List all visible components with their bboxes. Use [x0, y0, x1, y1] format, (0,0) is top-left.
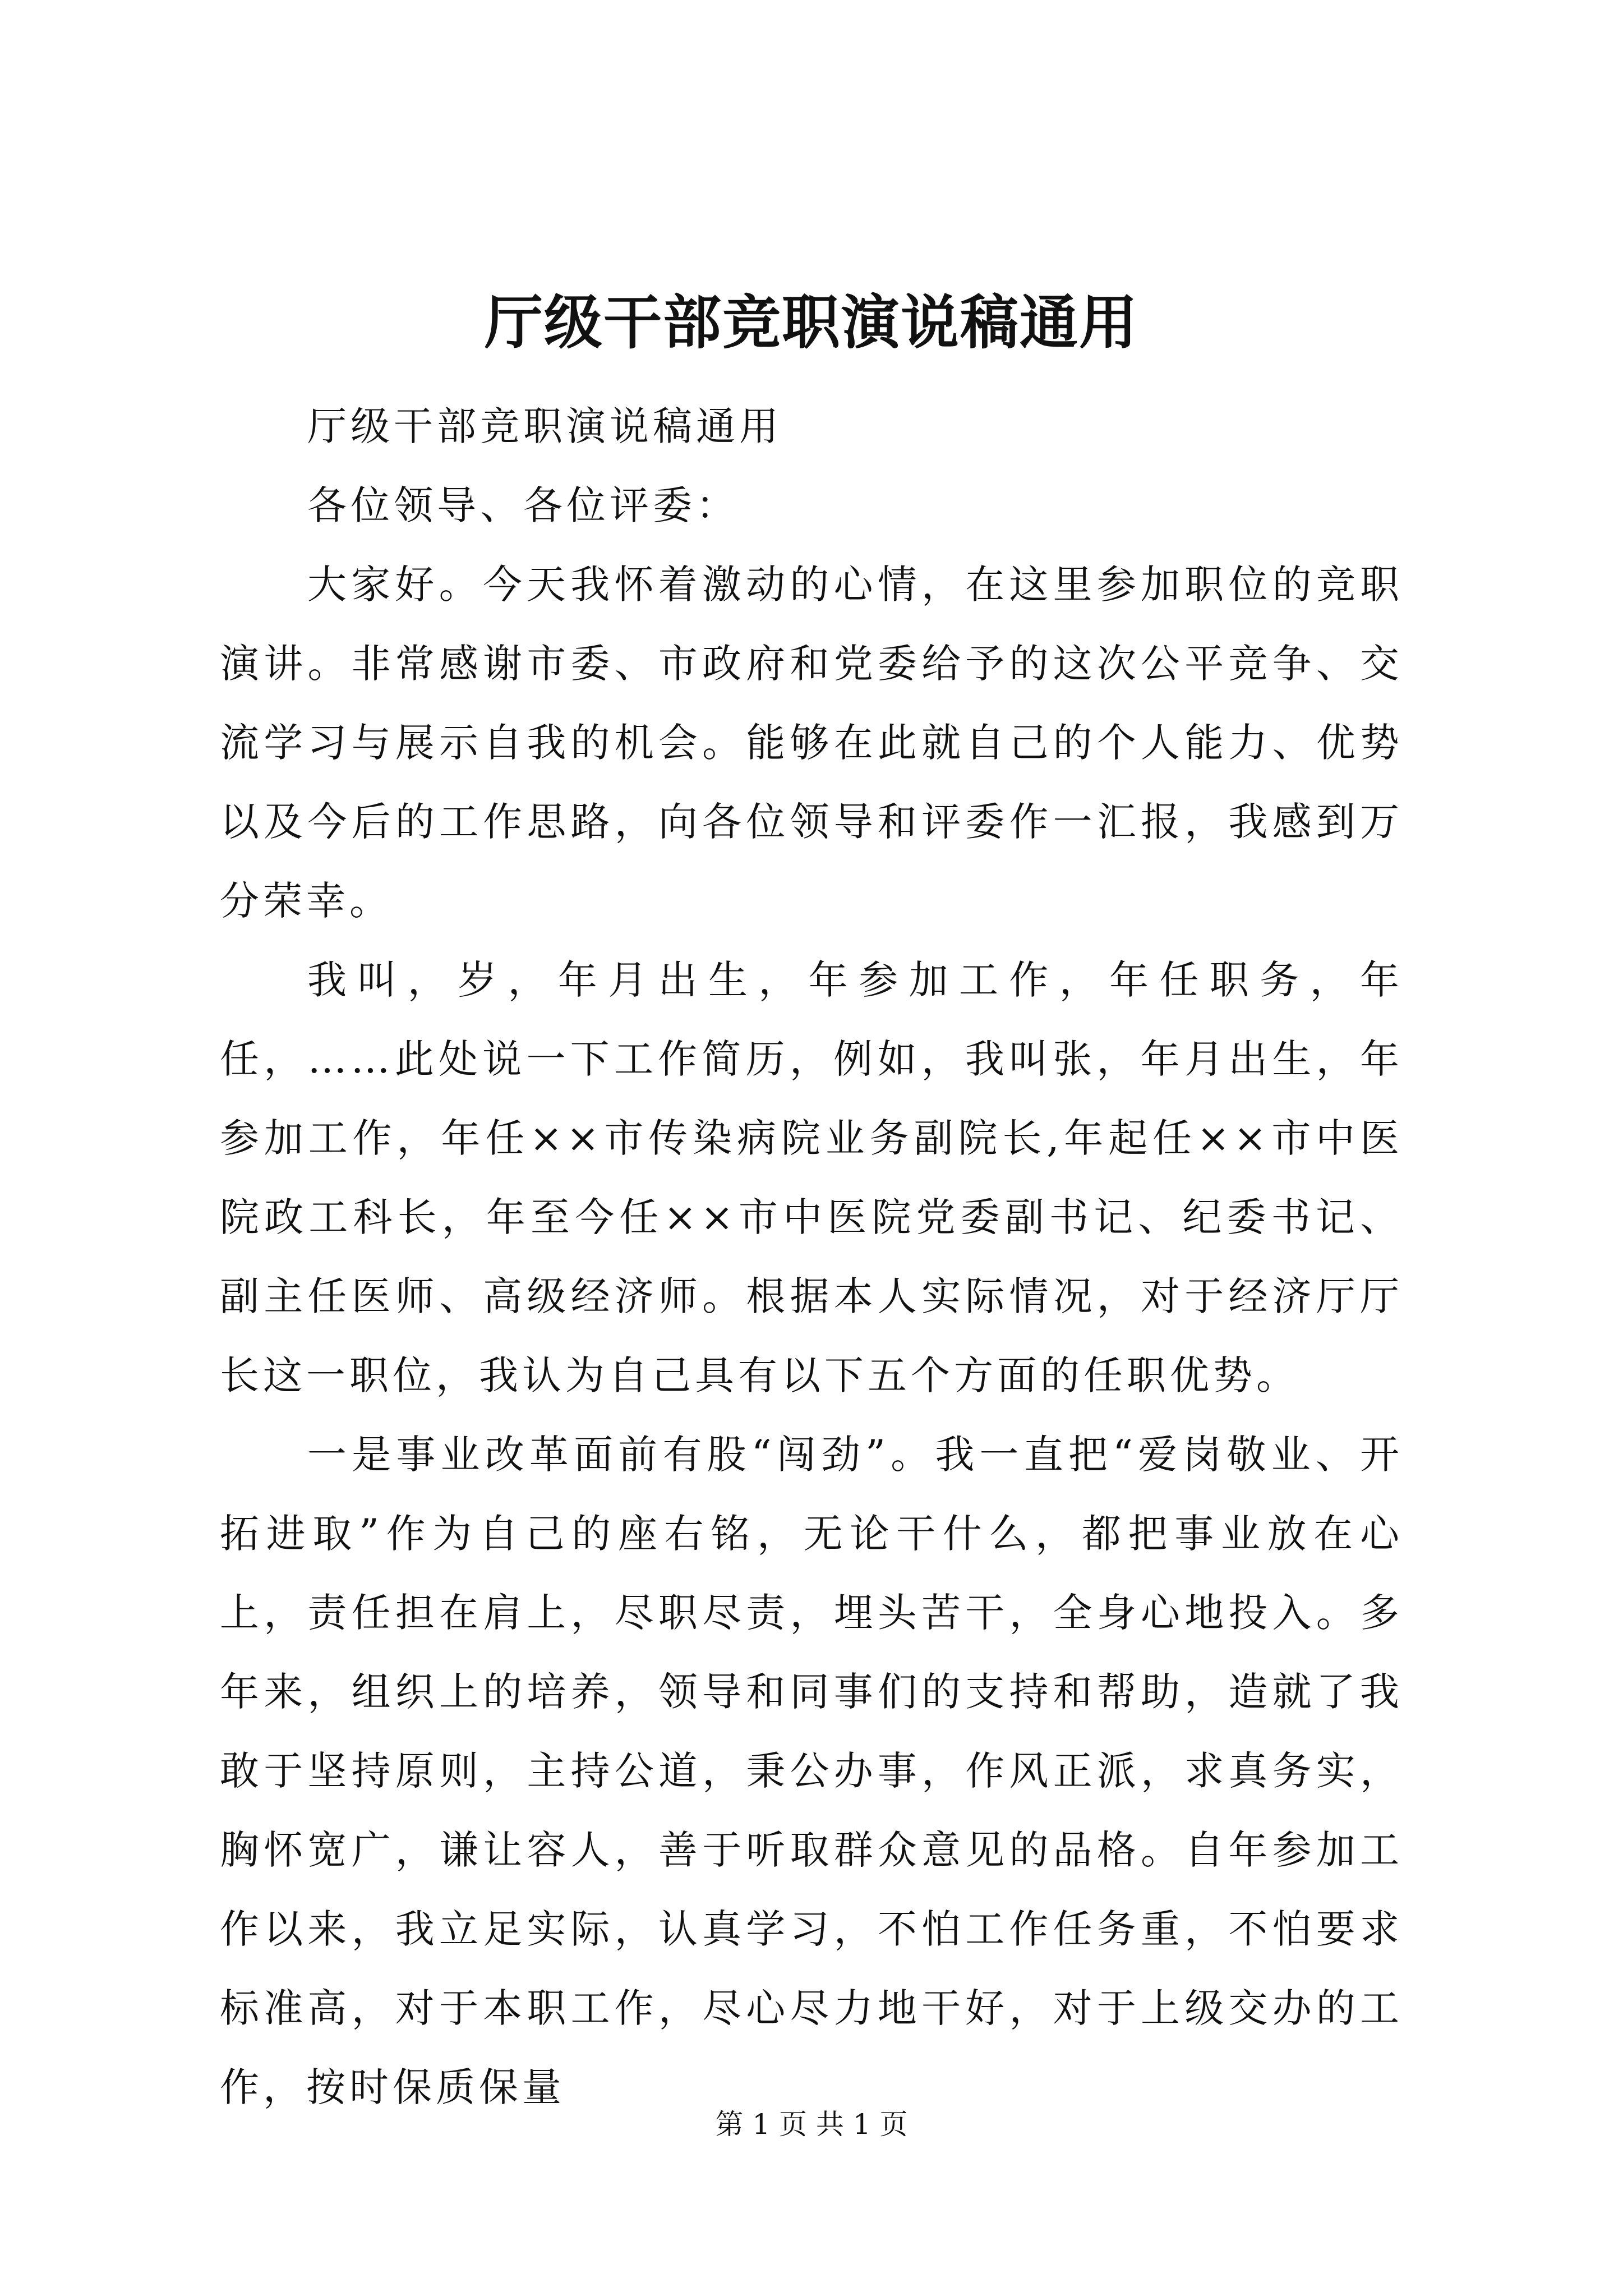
document-body — [220, 387, 1403, 2127]
paragraph-salutation: 各位领导、各位评委： — [307, 482, 739, 528]
page-footer — [0, 2105, 1623, 2144]
page-number-label: 第 1 页 共 1 页 — [715, 2108, 908, 2141]
paragraph-resume: 我叫，岁，年月出生，年参加工作，年任职务，年任，……此处说一下工作简历，例如，我叫张，年月出生，年参加工作，年任××市传染病院业务副院长,年起任××市中医院政工科长，年至今任××市中医院党委副书记、纪委书记、副主任医师、高级经济师。根据本人实际情况，对于经济厅厅长这一职位，我认为自己具有以下五个方面的任职优势。 — [220, 957, 1403, 1398]
paragraph-subtitle: 厅级干部竞职演说稿通用 — [307, 403, 782, 449]
document-title: 厅级干部竞职演说稿通用 — [484, 288, 1138, 357]
paragraph-opening: 大家好。今天我怀着激动的心情，在这里参加职位的竞职演讲。非常感谢市委、市政府和党委给予的这次公平竞争、交流学习与展示自我的机会。能够在此就自己的个人能力、优势以及今后的工作思路，向各位领导和评委作一汇报，我感到万分荣幸。 — [220, 562, 1403, 924]
paragraph-advantage-one: 一是事业改革面前有股“闯劲”。我一直把“爱岗敬业、开拓进取”作为自己的座右铭，无论干什么，都把事业放在心上，责任担在肩上，尽职尽责，埋头苦干，全身心地投入。多年来，组织上的培养，领导和同事们的支持和帮助，造就了我敢于坚持原则，主持公道，秉公办事，作风正派，求真务实，胸怀宽广，谦让容人，善于听取群众意见的品格。自年参加工作以来，我立足实际，认真学习，不怕工作任务重，不怕要求标准高，对于本职工作，尽心尽力地干好，对于上级交办的工作，按时保质保量 — [220, 1432, 1403, 2110]
